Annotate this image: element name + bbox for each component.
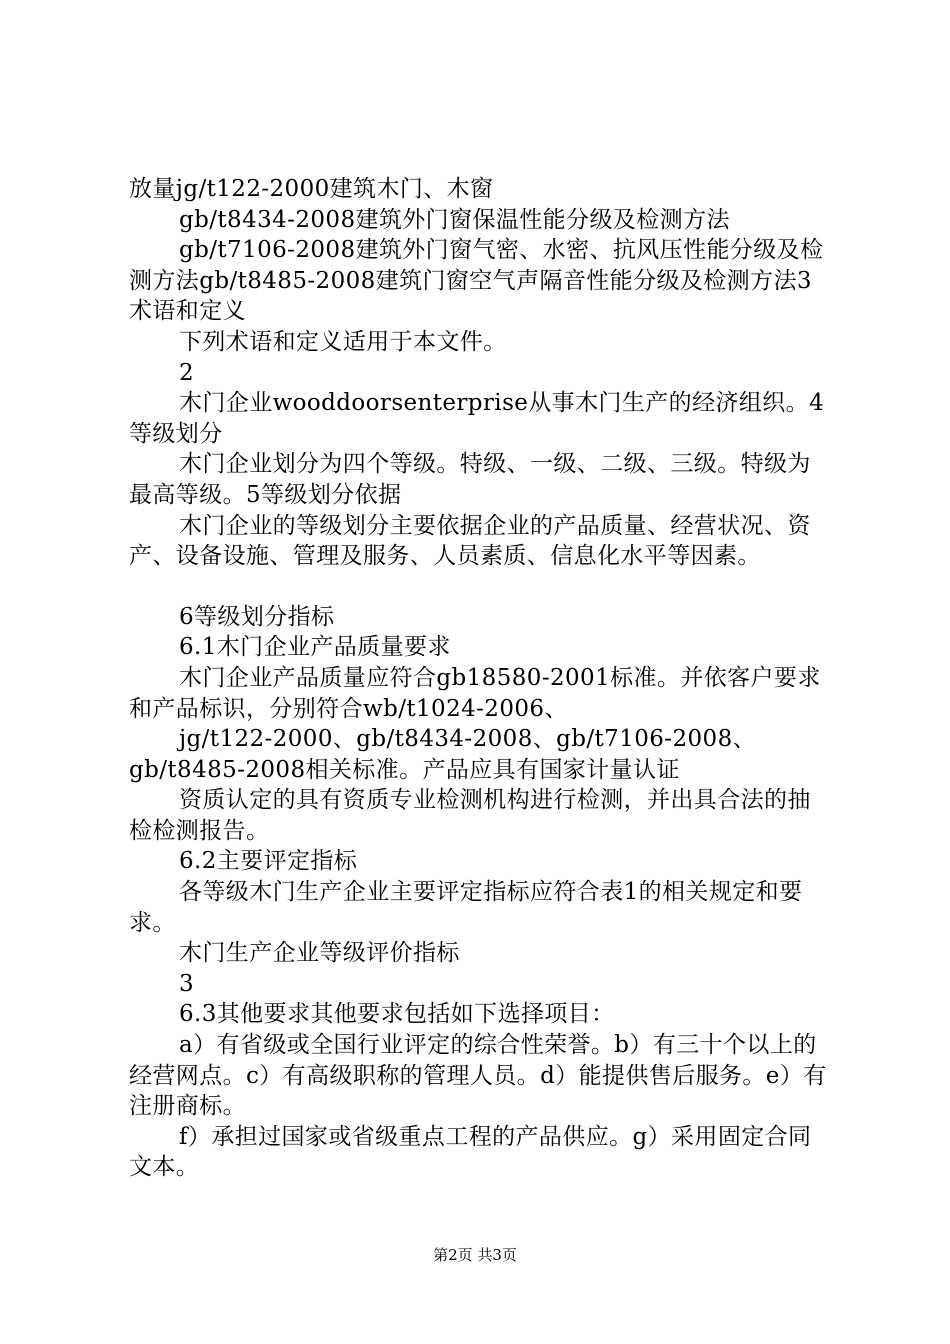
paragraph: f）承担过国家或省级重点工程的产品供应。g）采用固定合同文本。 [129,1123,812,1181]
paragraph: jg/t122-2000、gb/t8434-2008、gb/t7106-2008、gb/t8485-2008相关标准。产品应具有国家计量认证 [129,726,757,783]
section-heading: 6.2主要评定指标 [179,848,358,875]
page-number-marker: 3 [179,970,195,997]
page-number-marker: 2 [179,359,195,386]
paragraph: 木门企业划分为四个等级。特级、一级、二级、三级。特级为最高等级。5等级划分依据 [129,451,811,508]
paragraph: gb/t8434-2008建筑外门窗保温性能分级及检测方法 [179,206,730,233]
paragraph: 放量jg/t122-2000建筑木门、木窗 [129,176,494,202]
paragraph: a）有省级或全国行业评定的综合性荣誉。b）有三十个以上的经营网点。c）有高级职称的管理人员。d）能提供售后服务。e）有注册商标。 [129,1032,827,1120]
paragraph: 资质认定的具有资质专业检测机构进行检测，并出具合法的抽检检测报告。 [129,787,811,844]
section-heading: 6等级划分指标 [179,603,335,630]
paragraph: 木门企业wooddoorsenterprise从事木门生产的经济组织。4等级划分 [129,390,825,447]
section-heading: 6.3其他要求其他要求包括如下选择项目： [179,1001,615,1028]
paragraph: 木门企业的等级划分主要依据企业的产品质量、经营状况、资产、设备设施、管理及服务、人员素质、信息化水平等因素。 [129,512,811,570]
section-heading: 6.1木门企业产品质量要求 [179,634,451,661]
paragraph-gap [129,572,834,602]
paragraph: gb/t7106-2008建筑外门窗气密、水密、抗风压性能分级及检测方法gb/t8485-2008建筑门窗空气声隔音性能分级及检测方法3术语和定义 [129,237,824,325]
paragraph: 各等级木门生产企业主要评定指标应符合表1的相关规定和要求。 [129,879,803,936]
table-caption: 木门生产企业等级评价指标 [179,940,460,967]
paragraph: 木门企业产品质量应符合gb18580-2001标准。并依客户要求和产品标识，分别符合wb/t1024-2006、 [129,664,821,722]
document-body [129,174,834,1183]
paragraph: 下列术语和定义适用于本文件。 [179,328,507,355]
page-footer: 第2页 共3页 [433,1246,517,1264]
